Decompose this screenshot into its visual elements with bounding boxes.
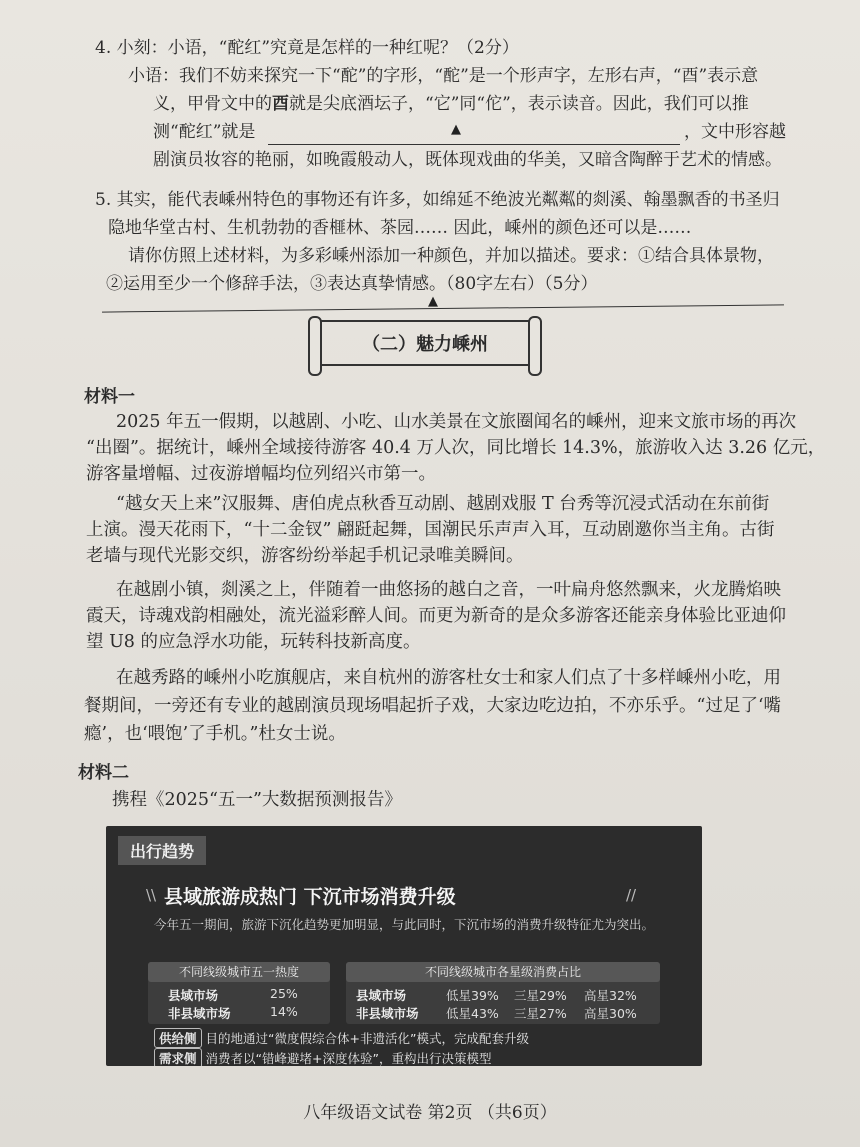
supply-side-row <box>154 1028 529 1048</box>
q5-answer-line[interactable] <box>102 304 784 312</box>
mat1-p1-l1: 2025 年五一假期，以越剧、小吃、山水美景在文旅圈闻名的嵊州，迎来文旅市场的再次 <box>116 412 797 432</box>
heat-row-label: 县域市场 <box>168 988 219 1003</box>
q4-line-3a: 义，甲骨文中的 <box>153 94 272 114</box>
star-three: 三星29% <box>514 988 567 1003</box>
star-row-label: 非县域市场 <box>356 1006 419 1021</box>
mat1-p4-l1: 在越秀路的嵊州小吃旗舰店，来自杭州的游客杜女士和家人们点了十多样嵊州小吃，用 <box>116 668 781 688</box>
star-high: 高星30% <box>584 1006 637 1021</box>
answer-marker-icon: ▲ <box>451 122 461 137</box>
q5-line-4: ②运用至少一个修辞手法，③表达真挚情感。（80字左右）（5分） <box>106 274 598 294</box>
heat-row-label: 非县域市场 <box>168 1006 231 1021</box>
q4-line-4b: ，文中形容越 <box>684 122 786 142</box>
infographic-tag: 出行趋势 <box>118 836 206 865</box>
q5-line-3: 请你仿照上述材料，为多彩嵊州添加一种颜色，并加以描述。要求：①结合具体景物， <box>128 246 774 266</box>
heat-row-value: 25% <box>270 986 298 1001</box>
mat1-p4-l2: 餐期间，一旁还有专业的越剧演员现场唱起折子戏，大家边吃边拍，不亦乐乎。“过足了‘嘴 <box>84 696 782 716</box>
q4-line-2: 小语：我们不妨来探究一下“酡”的字形，“酡”是一个形声字，左形右声，“酉”表示意 <box>128 66 759 86</box>
material-2-title: 材料二 <box>78 763 129 783</box>
demand-side-text: 消费者以“错峰避堵+深度体验”，重构出行决策模型 <box>205 1051 492 1066</box>
q4-line-5: 剧演员妆容的艳丽，如晚霞般动人，既体现戏曲的华美，又暗含陶醉于艺术的情感。 <box>153 150 782 170</box>
q4-line-1: 4. 小刻：小语，“酡红”究竟是怎样的一种红呢？（2分） <box>95 38 519 58</box>
travel-trend-infographic <box>106 826 702 1066</box>
star-three: 三星27% <box>514 1006 567 1021</box>
material-1-title: 材料一 <box>84 387 135 407</box>
star-high: 高星32% <box>584 988 637 1003</box>
mat1-p3-l2: 霞天，诗魂戏韵相融处，流光溢彩醉人间。而更为新奇的是众多游客还能亲身体验比亚迪仰 <box>86 606 786 626</box>
mat1-p1-l2: “出圈”。据统计，嵊州全域接待游客 40.4 万人次，同比增长 14.3%，旅游收入达 3.26 亿元， <box>86 438 826 458</box>
q4-line-3 <box>153 92 749 116</box>
answer-marker-icon: ▲ <box>428 294 438 309</box>
oracle-bone-glyph: 酉 <box>272 94 289 114</box>
star-panel-title: 不同线级城市各星级消费占比 <box>346 962 660 982</box>
star-row-label: 县域市场 <box>356 988 407 1003</box>
star-share-panel <box>346 962 660 1024</box>
page-footer: 八年级语文试卷 第2页 （共6页） <box>303 1103 557 1123</box>
heat-panel <box>148 962 330 1024</box>
q4-line-4a: 测“酡红”就是 <box>153 122 256 142</box>
material-2-source: 携程《2025“五一”大数据预测报告》 <box>112 790 402 810</box>
mat1-p1-l3: 游客量增幅、过夜游增幅均位列绍兴市第一。 <box>86 464 436 484</box>
demand-side-row <box>154 1048 491 1066</box>
q5-line-2: 隐地华堂古村、生机勃勃的香榧林、茶园…… 因此，嵊州的颜色还可以是…… <box>108 218 692 238</box>
q4-line-3b: 就是尖底酒坛子，“它”同“佗”，表示读音。因此，我们可以推 <box>289 94 749 114</box>
mat1-p3-l3: 望 U8 的应急浮水功能，玩转科技新高度。 <box>86 632 421 652</box>
mat1-p2-l1: “越女天上来”汉服舞、唐伯虎点秋香互动剧、越剧戏服 T 台秀等沉浸式活动在东前街 <box>116 494 770 514</box>
q4-answer-blank[interactable] <box>268 144 680 145</box>
mat1-p2-l3: 老墙与现代光影交织，游客纷纷举起手机记录唯美瞬间。 <box>86 546 524 566</box>
heat-panel-title: 不同线级城市五一热度 <box>148 962 330 982</box>
section-title: （二）魅力嵊州 <box>362 334 488 355</box>
heat-row-value: 14% <box>270 1004 298 1019</box>
mat1-p4-l3: 瘾’，也‘喂饱’了手机。”杜女士说。 <box>84 724 346 744</box>
section-banner <box>318 320 532 366</box>
infographic-headline: 县域旅游成热门 下沉市场消费升级 <box>164 886 456 908</box>
slash-decoration-icon: // <box>626 886 637 904</box>
infographic-description: 今年五一期间，旅游下沉化趋势更加明显，与此同时，下沉市场的消费升级特征尤为突出。 <box>154 917 655 932</box>
supply-side-badge: 供给侧 <box>154 1028 202 1048</box>
star-low: 低星43% <box>446 1006 499 1021</box>
demand-side-badge: 需求侧 <box>154 1048 202 1066</box>
q5-line-1: 5. 其实，能代表嵊州特色的事物还有许多，如绵延不绝波光粼粼的剡溪、翰墨飘香的书圣归 <box>95 190 780 210</box>
supply-side-text: 目的地通过“微度假综合体+非遗活化”模式，完成配套升级 <box>205 1031 529 1046</box>
slash-decoration-icon: \\ <box>146 886 157 904</box>
mat1-p3-l1: 在越剧小镇，剡溪之上，伴随着一曲悠扬的越白之音，一叶扁舟悠然飘来，火龙腾焰映 <box>116 580 781 600</box>
mat1-p2-l2: 上演。漫天花雨下，“十二金钗” 翩跹起舞，国潮民乐声声入耳，互动剧邀你当主角。古街 <box>86 520 775 540</box>
star-low: 低星39% <box>446 988 499 1003</box>
